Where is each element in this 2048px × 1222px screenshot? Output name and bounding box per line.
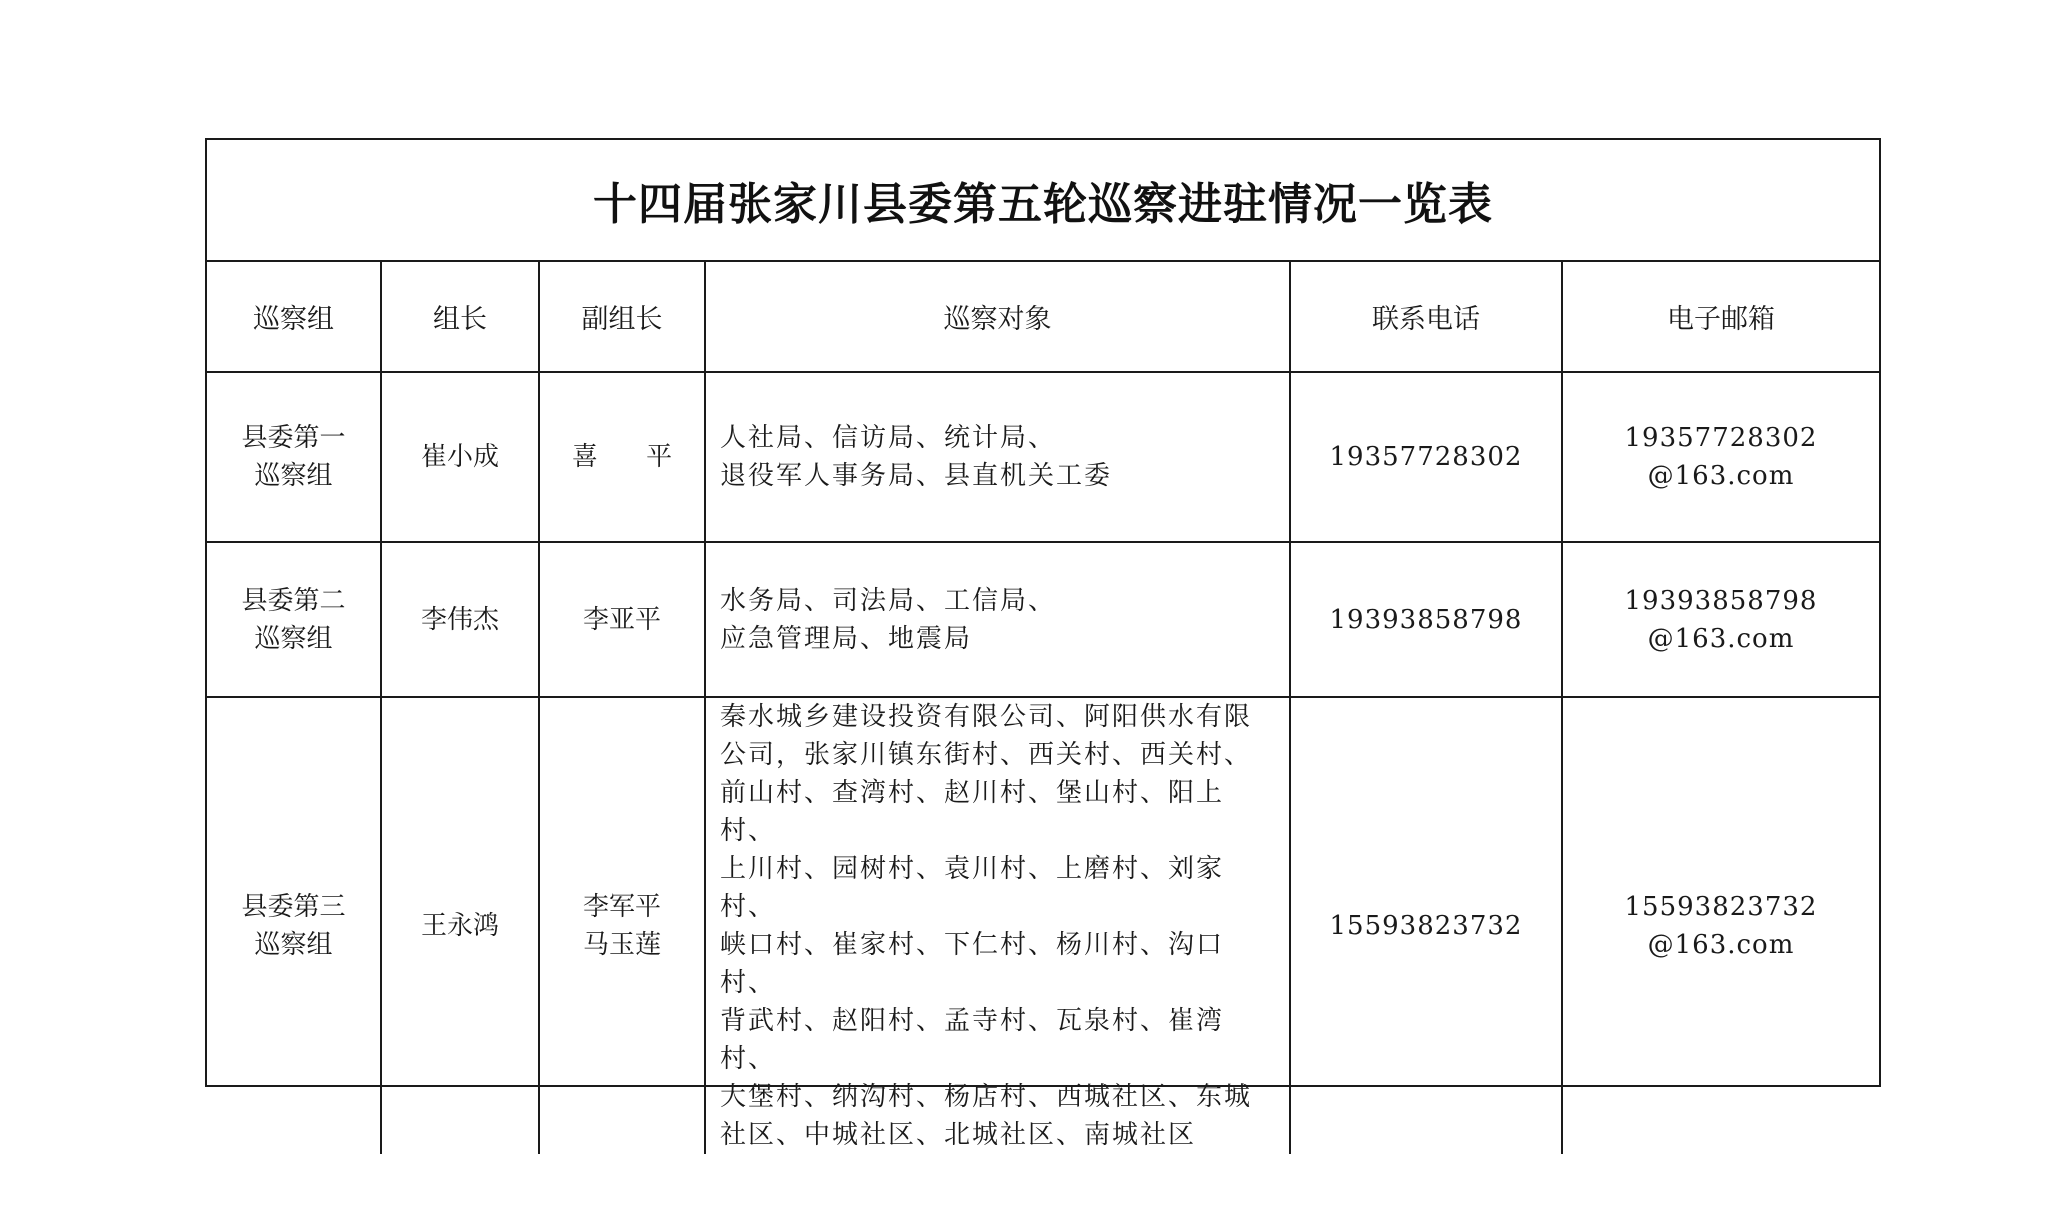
deputy-line2: 马玉莲 — [582, 930, 661, 960]
header-targets: 巡察对象 — [705, 262, 1290, 372]
group-line1: 县委第一 — [241, 423, 346, 453]
table-title: 十四届张家川县委第五轮巡察进驻情况一览表 — [593, 179, 1493, 230]
table-row — [207, 542, 1879, 697]
email-cell — [1562, 697, 1879, 1154]
leader-cell: 李伟杰 — [381, 542, 539, 697]
email-line2: @163.com — [1647, 461, 1795, 491]
header-email: 电子邮箱 — [1562, 262, 1879, 372]
email-line2: @163.com — [1647, 930, 1795, 960]
deputy-cell — [539, 542, 705, 697]
header-phone: 联系电话 — [1290, 262, 1562, 372]
group-line2: 巡察组 — [254, 461, 333, 491]
email-line1: 19393858798 — [1624, 585, 1818, 616]
deputy-line1: 李军平 — [582, 892, 661, 922]
targets-cell — [705, 542, 1290, 697]
email-cell — [1562, 372, 1879, 542]
leader-cell: 崔小成 — [381, 372, 539, 542]
targets-line: 退役军人事务局、县直机关工委 — [720, 461, 1113, 491]
group-line1: 县委第二 — [241, 585, 346, 616]
group-cell — [207, 372, 381, 542]
targets-line: 前山村、查湾村、赵川村、堡山村、阳上村、 — [720, 778, 1225, 846]
group-line2: 巡察组 — [254, 623, 333, 654]
targets-line: 人社局、信访局、统计局、 — [720, 423, 1057, 453]
targets-line: 大堡村、纳沟村、杨店村、西城社区、东城 — [720, 1082, 1253, 1112]
table-row — [207, 697, 1879, 1154]
email-line1: 19357728302 — [1624, 423, 1818, 453]
targets-line: 峡口村、崔家村、下仁村、杨川村、沟口村、 — [720, 930, 1225, 998]
deputy-cell — [539, 372, 705, 542]
targets-line: 上川村、园树村、袁川村、上磨村、刘家村、 — [720, 854, 1225, 922]
header-deputy: 副组长 — [539, 262, 705, 372]
email-line2: @163.com — [1647, 623, 1795, 654]
email-line1: 15593823732 — [1624, 892, 1818, 922]
deputy-cell — [539, 697, 705, 1154]
deputy-line1: 喜 平 — [571, 442, 693, 472]
group-cell — [207, 697, 381, 1154]
targets-cell — [705, 697, 1290, 1154]
email-cell — [1562, 542, 1879, 697]
targets-cell — [705, 372, 1290, 542]
title-row — [207, 140, 1879, 262]
inspection-table-sheet — [205, 138, 1881, 1150]
header-group: 巡察组 — [207, 262, 381, 372]
leader-cell: 王永鸿 — [381, 697, 539, 1154]
header-row — [207, 262, 1879, 372]
targets-line: 背武村、赵阳村、孟寺村、瓦泉村、崔湾村、 — [720, 1006, 1225, 1074]
targets-line: 应急管理局、地震局 — [720, 623, 973, 654]
group-line1: 县委第三 — [241, 892, 346, 922]
targets-line: 秦水城乡建设投资有限公司、阿阳供水有限 — [720, 702, 1253, 732]
group-cell — [207, 542, 381, 697]
group-line2: 巡察组 — [254, 930, 333, 960]
phone-cell: 19357728302 — [1290, 372, 1562, 542]
targets-line: 社区、中城社区、北城社区、南城社区 — [720, 1120, 1197, 1150]
inspection-table — [207, 262, 1879, 1154]
deputy-line1: 李亚平 — [582, 604, 661, 635]
targets-line: 水务局、司法局、工信局、 — [720, 585, 1057, 616]
phone-cell: 19393858798 — [1290, 542, 1562, 697]
targets-line: 公司，张家川镇东街村、西关村、西关村、 — [720, 740, 1253, 770]
header-leader: 组长 — [381, 262, 539, 372]
table-row — [207, 372, 1879, 542]
phone-cell: 15593823732 — [1290, 697, 1562, 1154]
